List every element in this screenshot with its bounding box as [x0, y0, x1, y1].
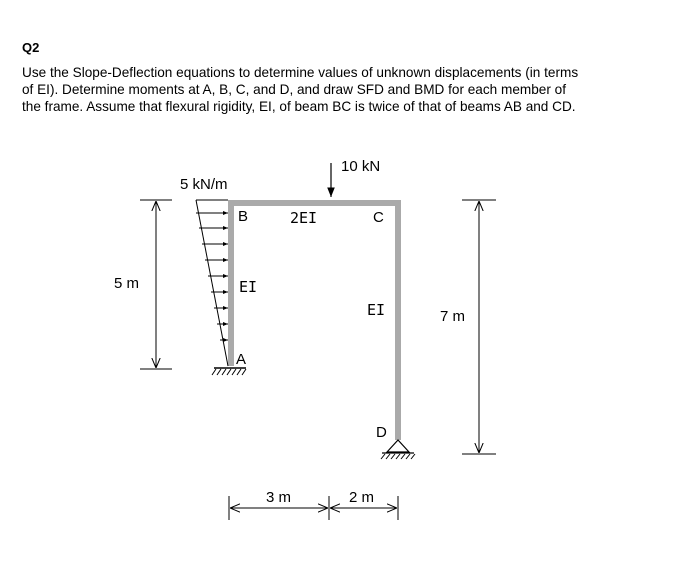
pin-support-d: [381, 440, 415, 459]
node-label-a: A: [236, 351, 247, 368]
dimension-cd-height: [440, 200, 496, 454]
rigidity-label-ab: EI: [239, 278, 258, 296]
question-line-1: Use the Slope-Deflection equations to determine values of unknown displacements (in terms: [22, 65, 579, 80]
dimension-ab-height: [114, 200, 172, 369]
dimension-span: [229, 489, 398, 520]
question-line-2: of EI). Determine moments at A, B, C, and D, and draw SFD and BMD for each member of: [22, 82, 566, 97]
rigidity-label-cd: EI: [367, 301, 386, 319]
dimension-label-3m: 3 m: [266, 489, 292, 506]
point-load-label: 10 kN: [341, 158, 381, 175]
dimension-label-5m: 5 m: [114, 275, 140, 292]
frame-members: [228, 200, 401, 440]
node-label-b: B: [238, 208, 249, 225]
node-label-d: D: [376, 424, 387, 441]
point-load: [331, 158, 380, 197]
question-number: Q2: [22, 40, 40, 55]
dimension-label-7m: 7 m: [440, 308, 466, 325]
rigidity-label-bc: 2EI: [290, 209, 318, 227]
question-line-3: the frame. Assume that flexural rigidity, EI, of beam BC is twice of that of beams AB and CD.: [22, 99, 576, 114]
fixed-support-a: [212, 368, 246, 375]
distributed-load-label: 5 kN/m: [180, 176, 228, 193]
distributed-load: [180, 176, 228, 366]
node-label-c: C: [373, 209, 384, 226]
dimension-label-2m: 2 m: [349, 489, 375, 506]
